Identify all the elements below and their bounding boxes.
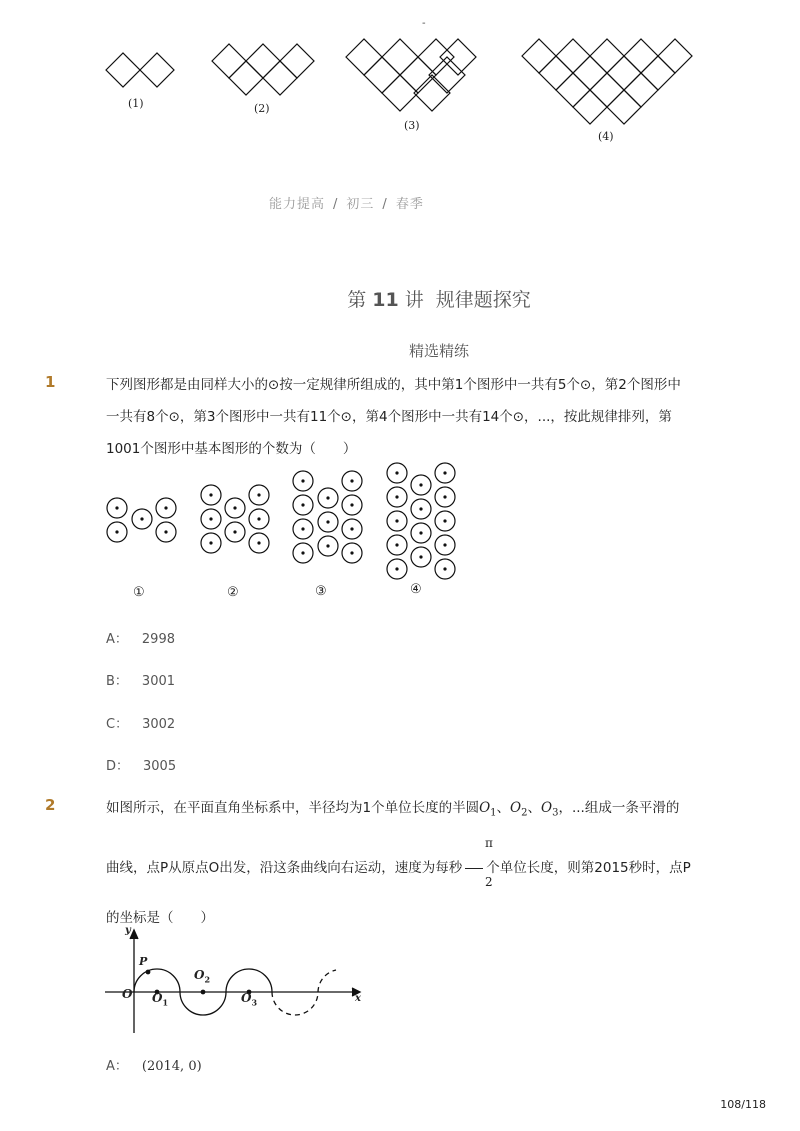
page-number: 108/118 (720, 1098, 766, 1111)
q1-option-d[interactable] (106, 755, 176, 774)
figure-caption-4: (4) (598, 130, 614, 143)
q2-line1-end: ，...组成一条平滑的 (558, 800, 680, 816)
option-label: A： (106, 632, 128, 647)
diamond-pattern-figure (0, 0, 800, 160)
separator: 、 (527, 800, 541, 816)
q2-line2-a: 曲线，点P从原点O出发，沿这条曲线向右运动，速度为每秒 (106, 860, 463, 876)
figure-caption-3: (3) (404, 119, 420, 132)
o2-name: O (194, 968, 205, 982)
breadcrumb-separator: / (333, 197, 339, 212)
semicircle-curve-figure (100, 925, 370, 1040)
fraction-denominator: 2 (485, 875, 493, 889)
q2-line1-text: 如图所示，在平面直角坐标系中，半径均为1个单位长度的半圆 (106, 800, 480, 816)
semicircle-4-dashed (272, 992, 318, 1015)
breadcrumb (269, 193, 424, 212)
o2-sub: 2 (204, 974, 211, 985)
q1-text-line-3: 1001个图形中基本图形的个数为（ ） (106, 441, 357, 457)
diamond-pattern-4 (522, 39, 692, 124)
point-p (146, 970, 151, 975)
o3-sub: 3 (251, 997, 258, 1008)
circle-pattern-3 (293, 471, 362, 563)
separator: 、 (496, 800, 511, 816)
point-o2 (201, 990, 206, 995)
lecture-prefix: 第 (347, 289, 367, 311)
circle-sub: 3 (552, 807, 559, 819)
question-number-1: 1 (45, 373, 56, 391)
math-o3 (541, 800, 559, 819)
circle-name: O (510, 800, 522, 816)
q1-figure-label-2: ② (227, 585, 239, 600)
semicircle-3 (226, 969, 272, 992)
origin-label: O (122, 987, 133, 1001)
top-mark: - (422, 18, 426, 29)
o3-label (241, 991, 257, 1007)
q2-line2-b: 个单位长度，则第2015秒时，点P (486, 860, 691, 876)
option-label: D： (106, 759, 130, 774)
fraction-numerator: π (485, 836, 493, 850)
option-value: 3002 (142, 717, 176, 732)
breadcrumb-separator: / (382, 197, 388, 212)
o1-sub: 1 (162, 997, 169, 1008)
option-value: 3001 (141, 674, 176, 689)
semicircle-1 (134, 969, 180, 992)
breadcrumb-item-term: 春季 (395, 197, 424, 212)
q1-figure-label-4: ④ (410, 582, 422, 597)
option-value: 2998 (141, 632, 175, 647)
y-axis-arrow (130, 930, 138, 939)
figure-caption-1: (1) (128, 97, 144, 110)
o2-label (194, 968, 210, 984)
option-value: 3005 (143, 759, 177, 774)
diamond-pattern-2 (212, 44, 314, 95)
option-value: (2014, 0) (141, 1059, 202, 1074)
lecture-topic: 规律题探究 (435, 289, 531, 311)
circle-name: O (541, 800, 553, 816)
diamond-pattern-3 (346, 39, 476, 111)
x-axis-label: x (355, 993, 361, 1004)
diamond-pattern-1 (106, 53, 174, 87)
section-title: 精选精练 (408, 342, 469, 360)
q1-figure-label-1: ① (133, 585, 145, 600)
o1-label (152, 991, 168, 1007)
q1-option-b[interactable] (106, 670, 175, 689)
q1-text-line-2: 一共有8个⊙，第3个图形中一共有11个⊙，第4个图形中一共有14个⊙，...，按此规律排列，第 (106, 409, 672, 425)
q2-text-line-1 (106, 796, 679, 819)
circle-sub: 1 (490, 807, 497, 819)
circle-pattern-figure (96, 458, 476, 588)
option-label: B： (106, 674, 128, 689)
lecture-title (0, 285, 800, 312)
q2-text-line-2 (106, 856, 691, 876)
o1-name: O (152, 991, 163, 1005)
q1-figure-label-3: ③ (315, 584, 327, 599)
q1-option-c[interactable] (106, 713, 175, 732)
q2-option-a[interactable] (106, 1055, 202, 1074)
q2-text-line-3: 的坐标是（ ） (106, 910, 214, 926)
y-axis-label: y (125, 925, 131, 936)
question-number-2: 2 (45, 796, 56, 814)
o3-name: O (241, 991, 252, 1005)
semicircle-5-dashed (318, 970, 336, 992)
breadcrumb-item-level: 能力提高 (269, 197, 326, 212)
circle-sub: 2 (521, 807, 528, 819)
circle-name: O (479, 800, 491, 816)
semicircle-2 (180, 992, 226, 1015)
breadcrumb-item-grade: 初三 (346, 197, 375, 212)
lecture-number: 11 (372, 289, 399, 311)
fraction-bar (465, 868, 483, 869)
option-label: A： (106, 1059, 128, 1074)
q1-text-line-1: 下列图形都是由同样大小的⊙按一定规律所组成的，其中第1个图形中一共有5个⊙，第2个图形中 (106, 377, 681, 393)
p-label: P (139, 955, 148, 968)
option-label: C： (106, 717, 129, 732)
q1-option-a[interactable] (106, 628, 175, 647)
lecture-suffix: 讲 (404, 289, 424, 311)
math-o1 (479, 800, 497, 819)
figure-caption-2: (2) (254, 102, 270, 115)
math-o2 (510, 800, 528, 819)
